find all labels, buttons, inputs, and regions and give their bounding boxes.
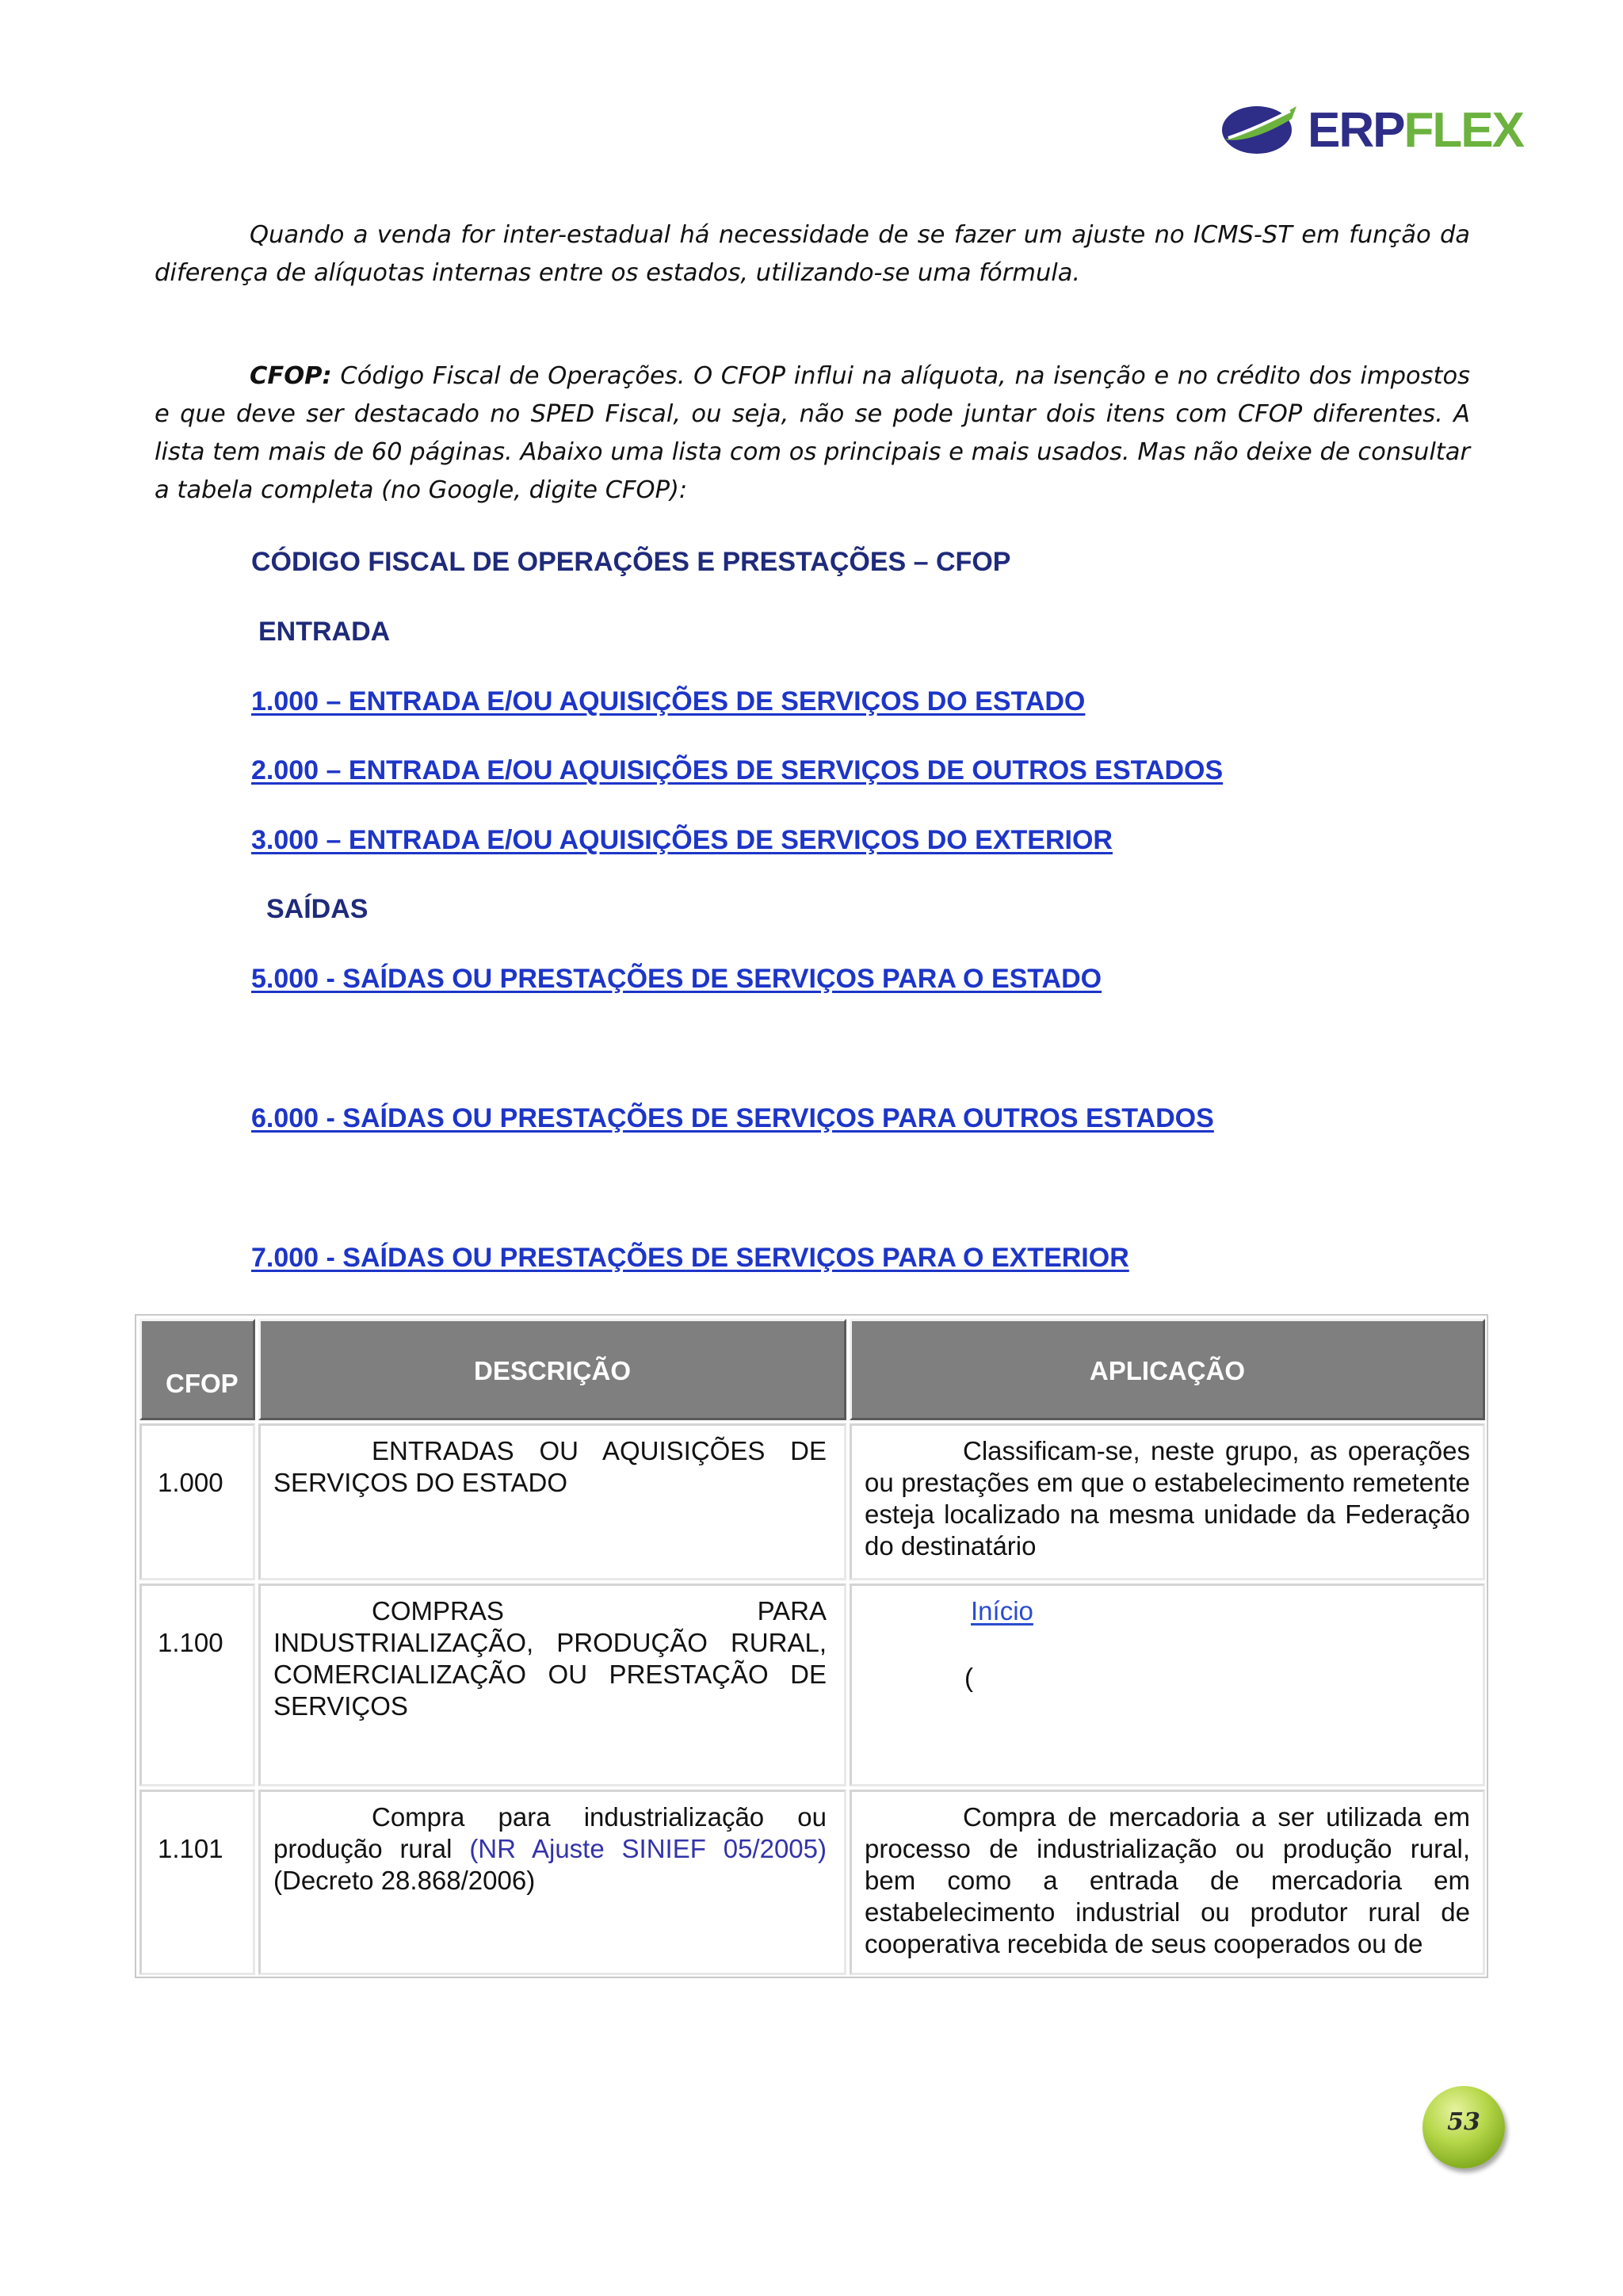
cfop-text: Código Fiscal de Operações. O CFOP influi na alíquota, na isenção e no crédito dos impostos e que deve ser destacado no SPED Fiscal, ou seja, não se pode juntar dois itens com CFOP diferentes. A lista tem mais de 60 páginas. Abaixo uma lista com os principais e mais usados. Mas não deixe de consultar a tabela completa (no Google, digite CFOP): bbox=[155, 362, 1470, 504]
link-cfop-6000[interactable]: 6.000 - SAÍDAS OU PRESTAÇÕES DE SERVIÇOS PARA OUTROS ESTADOS bbox=[251, 1103, 1214, 1133]
icms-st-text: Quando a venda for inter-estadual há necessidade de se fazer um ajuste no ICMS-ST em função da diferença de alíquotas internas entre os estados, utilizando-se uma fórmula. bbox=[155, 221, 1470, 287]
table-row bbox=[139, 1584, 255, 1786]
icms-st-paragraph bbox=[155, 216, 1470, 292]
cfop-label: CFOP: bbox=[250, 362, 332, 390]
header-cfop: CFOP bbox=[139, 1319, 255, 1420]
link-cfop-3000[interactable]: 3.000 – ENTRADA E/OU AQUISIÇÕES DE SERVIÇOS DO EXTERIOR bbox=[251, 825, 1113, 855]
inicio-link[interactable]: Início bbox=[971, 1596, 1033, 1626]
aplicacao-text: Compra de mercadoria a ser utilizada em processo de industrialização ou produção rural, bem como a entrada de mercadoria em estabelecimento industrial ou produtor rural de cooperativa recebida de seus cooperados ou de bbox=[865, 1802, 1470, 1958]
page-number: 53 bbox=[1447, 2108, 1480, 2136]
header-aplicacao: APLICAÇÃO bbox=[850, 1319, 1485, 1420]
link-cfop-7000[interactable]: 7.000 - SAÍDAS OU PRESTAÇÕES DE SERVIÇOS PARA O EXTERIOR bbox=[251, 1243, 1129, 1273]
aplicacao-text: Classificam-se, neste grupo, as operações ou prestações em que o estabelecimento remetente esteja localizado na mesma unidade da Federação do destinatário bbox=[865, 1436, 1470, 1561]
aplicacao-paren: ( bbox=[964, 1663, 973, 1692]
descricao-text: Compra para industrialização ou produção rural (NR Ajuste SINIEF 05/2005) (Decreto 28.868/2006) bbox=[273, 1802, 827, 1895]
link-cfop-2000[interactable]: 2.000 – ENTRADA E/OU AQUISIÇÕES DE SERVIÇOS DE OUTROS ESTADOS bbox=[251, 755, 1224, 785]
descricao-text: COMPRAS PARA INDUSTRIALIZAÇÃO, PRODUÇÃO RURAL, COMERCIALIZAÇÃO OU PRESTAÇÃO DE SERVIÇOS bbox=[273, 1596, 827, 1721]
cfop-code: 1.100 bbox=[158, 1628, 223, 1657]
descricao-cell bbox=[258, 1423, 846, 1580]
link-cfop-1000[interactable]: 1.000 – ENTRADA E/OU AQUISIÇÕES DE SERVIÇOS DO ESTADO bbox=[251, 686, 1086, 716]
aplicacao-cell bbox=[850, 1790, 1485, 1975]
table-row bbox=[139, 1790, 255, 1975]
logo-swoosh-icon bbox=[1220, 101, 1300, 157]
nr-ajuste-link[interactable]: (NR Ajuste SINIEF 05/2005) bbox=[469, 1834, 827, 1863]
table-row bbox=[139, 1423, 255, 1580]
header-descricao: DESCRIÇÃO bbox=[258, 1319, 846, 1420]
entrada-heading: ENTRADA bbox=[258, 617, 391, 647]
saidas-heading: SAÍDAS bbox=[266, 894, 369, 924]
cfop-code: 1.101 bbox=[158, 1834, 223, 1863]
page-number-badge bbox=[1423, 2086, 1505, 2168]
descricao-cell bbox=[258, 1584, 846, 1786]
aplicacao-cell bbox=[850, 1423, 1485, 1580]
descricao-text: ENTRADAS OU AQUISIÇÕES DE SERVIÇOS DO ESTADO bbox=[273, 1436, 827, 1497]
link-cfop-5000[interactable]: 5.000 - SAÍDAS OU PRESTAÇÕES DE SERVIÇOS PARA O ESTADO bbox=[251, 964, 1102, 994]
cfop-paragraph bbox=[155, 357, 1470, 510]
cfop-main-heading: CÓDIGO FISCAL DE OPERAÇÕES E PRESTAÇÕES – CFOP bbox=[251, 547, 1011, 577]
descricao-cell bbox=[258, 1790, 846, 1975]
erpflex-logo bbox=[1220, 98, 1523, 162]
aplicacao-cell bbox=[850, 1584, 1485, 1786]
cfop-table bbox=[135, 1314, 1488, 1978]
cfop-code: 1.000 bbox=[158, 1468, 223, 1497]
logo-wordmark: ERPFLEX bbox=[1308, 103, 1523, 158]
